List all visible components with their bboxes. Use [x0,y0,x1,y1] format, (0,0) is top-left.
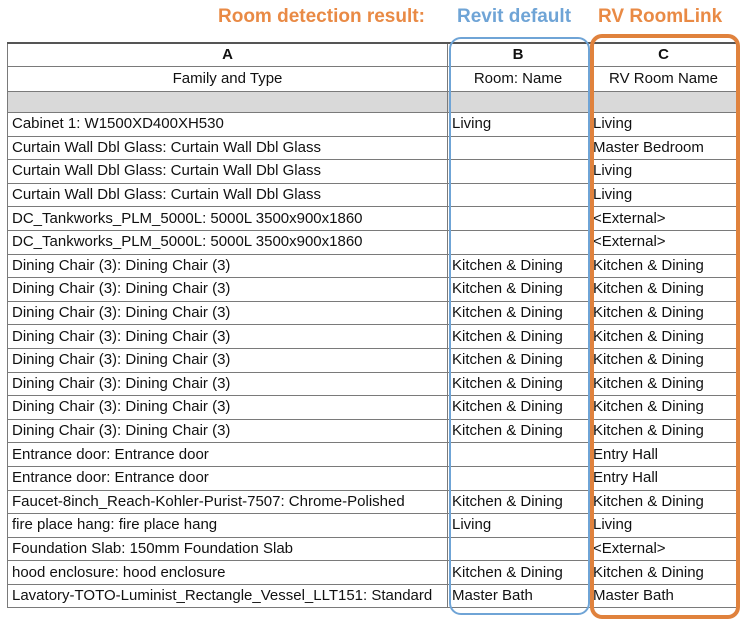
rv-room-name-cell[interactable]: Kitchen & Dining [589,561,739,585]
room-name-cell[interactable] [448,537,589,561]
rv-room-name-cell[interactable]: Kitchen & Dining [589,278,739,302]
blank-cell [589,92,739,113]
table-row[interactable] [8,301,739,325]
table-row[interactable] [8,372,739,396]
family-type-cell[interactable]: Cabinet 1: W1500XD400XH530 [8,113,448,137]
rv-room-name-cell[interactable]: <External> [589,230,739,254]
room-name-cell[interactable]: Kitchen & Dining [448,419,589,443]
room-name-cell[interactable] [448,230,589,254]
table-row[interactable] [8,443,739,467]
room-name-cell[interactable]: Master Bath [448,584,589,608]
table-row[interactable] [8,136,739,160]
schedule-table [7,42,739,608]
family-type-cell[interactable]: Entrance door: Entrance door [8,466,448,490]
rv-room-name-cell[interactable]: Living [589,160,739,184]
revit-default-label: Revit default [457,6,572,27]
rv-room-name-cell[interactable]: Kitchen & Dining [589,325,739,349]
table-row[interactable] [8,419,739,443]
rv-room-name-cell[interactable]: <External> [589,207,739,231]
family-type-cell[interactable]: Dining Chair (3): Dining Chair (3) [8,254,448,278]
room-name-cell[interactable] [448,160,589,184]
room-name-cell[interactable] [448,443,589,467]
family-type-cell[interactable]: Dining Chair (3): Dining Chair (3) [8,348,448,372]
rv-room-name-cell[interactable]: Kitchen & Dining [589,254,739,278]
rv-room-name-cell[interactable]: Kitchen & Dining [589,419,739,443]
family-type-cell[interactable]: Dining Chair (3): Dining Chair (3) [8,372,448,396]
table-row[interactable] [8,278,739,302]
table-row[interactable] [8,396,739,420]
column-header-family-type[interactable]: Family and Type [8,67,448,92]
family-type-cell[interactable]: Dining Chair (3): Dining Chair (3) [8,396,448,420]
column-header-room-name[interactable]: Room: Name [448,67,589,92]
rv-room-name-cell[interactable]: Kitchen & Dining [589,490,739,514]
rv-roomlink-label: RV RoomLink [598,6,723,27]
table-row[interactable] [8,490,739,514]
family-type-cell[interactable]: DC_Tankworks_PLM_5000L: 5000L 3500x900x1860 [8,230,448,254]
table-row[interactable] [8,113,739,137]
family-type-cell[interactable]: Curtain Wall Dbl Glass: Curtain Wall Dbl Glass [8,183,448,207]
column-letter-b[interactable]: B [448,43,589,67]
table-row[interactable] [8,160,739,184]
rv-room-name-cell[interactable]: Living [589,183,739,207]
rv-room-name-cell[interactable]: Kitchen & Dining [589,301,739,325]
room-name-cell[interactable] [448,466,589,490]
table-row[interactable] [8,254,739,278]
rv-room-name-cell[interactable]: Kitchen & Dining [589,348,739,372]
rv-room-name-cell[interactable]: Living [589,514,739,538]
room-name-cell[interactable]: Kitchen & Dining [448,490,589,514]
table-row[interactable] [8,207,739,231]
family-type-cell[interactable]: Lavatory-TOTO-Luminist_Rectangle_Vessel_LLT151: Standard [8,584,448,608]
room-name-cell[interactable]: Kitchen & Dining [448,348,589,372]
table-row[interactable] [8,325,739,349]
room-name-cell[interactable]: Kitchen & Dining [448,372,589,396]
room-name-cell[interactable] [448,183,589,207]
table-row[interactable] [8,183,739,207]
blank-cell [448,92,589,113]
family-type-cell[interactable]: fire place hang: fire place hang [8,514,448,538]
rv-room-name-cell[interactable]: Entry Hall [589,466,739,490]
table-row[interactable] [8,514,739,538]
family-type-cell[interactable]: Entrance door: Entrance door [8,443,448,467]
blank-cell [8,92,448,113]
family-type-cell[interactable]: Dining Chair (3): Dining Chair (3) [8,325,448,349]
room-detection-title: Room detection result: [218,6,425,27]
column-letter-row [8,43,739,67]
family-type-cell[interactable]: DC_Tankworks_PLM_5000L: 5000L 3500x900x1860 [8,207,448,231]
table-row[interactable] [8,230,739,254]
room-name-cell[interactable]: Kitchen & Dining [448,278,589,302]
family-type-cell[interactable]: Dining Chair (3): Dining Chair (3) [8,278,448,302]
room-name-cell[interactable]: Kitchen & Dining [448,561,589,585]
family-type-cell[interactable]: Faucet-8inch_Reach-Kohler-Purist-7507: Chrome-Polished [8,490,448,514]
rv-room-name-cell[interactable]: Kitchen & Dining [589,372,739,396]
table-row[interactable] [8,466,739,490]
family-type-cell[interactable]: Curtain Wall Dbl Glass: Curtain Wall Dbl Glass [8,136,448,160]
family-type-cell[interactable]: Foundation Slab: 150mm Foundation Slab [8,537,448,561]
rv-room-name-cell[interactable]: Kitchen & Dining [589,396,739,420]
table-row[interactable] [8,537,739,561]
rv-room-name-cell[interactable]: Entry Hall [589,443,739,467]
column-letter-c[interactable]: C [589,43,739,67]
rv-room-name-cell[interactable]: Master Bath [589,584,739,608]
family-type-cell[interactable]: Dining Chair (3): Dining Chair (3) [8,419,448,443]
column-header-row [8,67,739,92]
room-name-cell[interactable]: Living [448,113,589,137]
room-name-cell[interactable]: Kitchen & Dining [448,301,589,325]
blank-separator-row [8,92,739,113]
rv-room-name-cell[interactable]: <External> [589,537,739,561]
column-header-rv-room-name[interactable]: RV Room Name [589,67,739,92]
room-name-cell[interactable]: Kitchen & Dining [448,254,589,278]
room-name-cell[interactable]: Kitchen & Dining [448,396,589,420]
table-row[interactable] [8,348,739,372]
family-type-cell[interactable]: hood enclosure: hood enclosure [8,561,448,585]
column-letter-a[interactable]: A [8,43,448,67]
rv-room-name-cell[interactable]: Living [589,113,739,137]
room-name-cell[interactable]: Living [448,514,589,538]
family-type-cell[interactable]: Dining Chair (3): Dining Chair (3) [8,301,448,325]
room-name-cell[interactable]: Kitchen & Dining [448,325,589,349]
room-name-cell[interactable] [448,207,589,231]
table-row[interactable] [8,584,739,608]
family-type-cell[interactable]: Curtain Wall Dbl Glass: Curtain Wall Dbl Glass [8,160,448,184]
rv-room-name-cell[interactable]: Master Bedroom [589,136,739,160]
room-name-cell[interactable] [448,136,589,160]
table-row[interactable] [8,561,739,585]
